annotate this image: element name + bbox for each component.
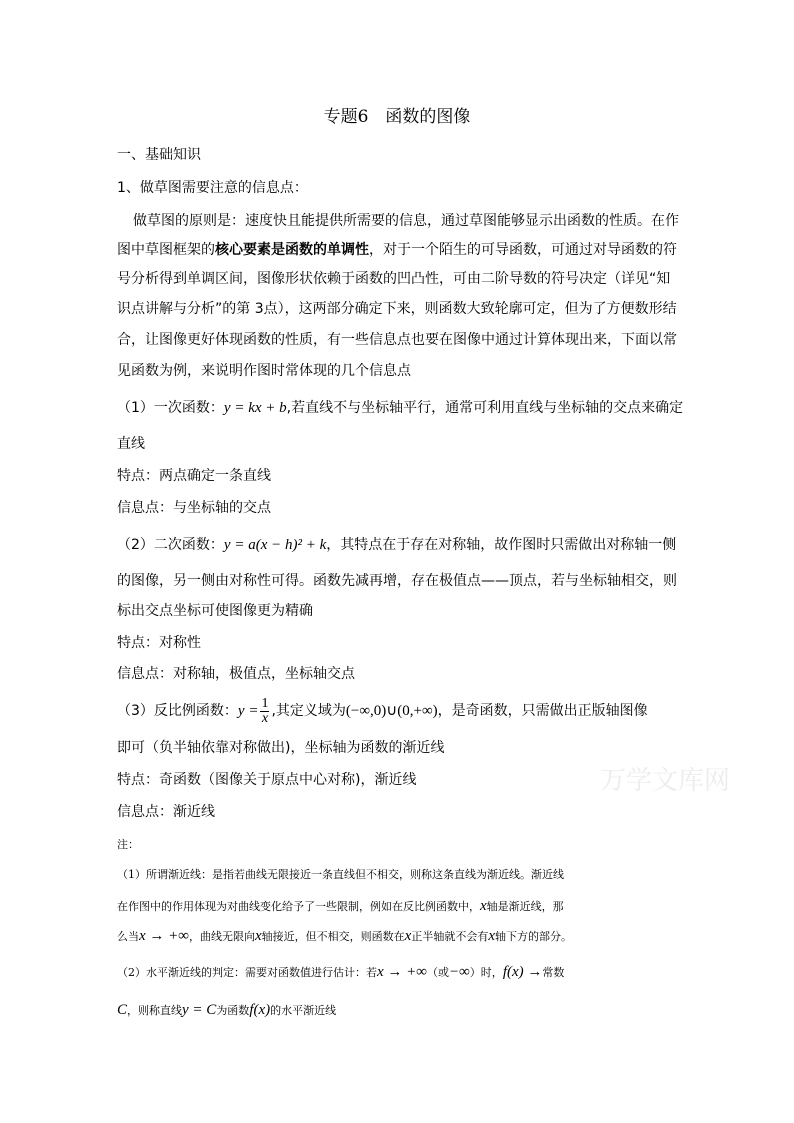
fraction-one-over-x: $\frac{1}{x}$ bbox=[261, 695, 269, 726]
info-text: 信息点：与坐标轴的交点 bbox=[117, 500, 271, 516]
formula-quadratic: y = a(x − h)² + k bbox=[223, 537, 327, 553]
feature-text: 特点：对称性 bbox=[117, 635, 201, 651]
formula-domain: (−∞,0)∪(0,+∞) bbox=[345, 703, 438, 719]
formula-linear: y = kx + b bbox=[223, 400, 287, 416]
page-title: 专题6 函数的图像 bbox=[323, 107, 471, 127]
feature-text: 特点：两点确定一条直线 bbox=[117, 468, 271, 484]
feature-text: 特点：奇函数（图像关于原点中心对称)，渐近线 bbox=[117, 772, 417, 788]
point-heading: 1、做草图需要注意的信息点： bbox=[117, 180, 308, 196]
watermark: 万学文库网 bbox=[600, 766, 731, 796]
section-heading: 一、基础知识 bbox=[117, 147, 201, 163]
info-text: 信息点：对称轴，极值点，坐标轴交点 bbox=[117, 666, 355, 682]
info-text: 信息点：渐近线 bbox=[117, 804, 215, 820]
